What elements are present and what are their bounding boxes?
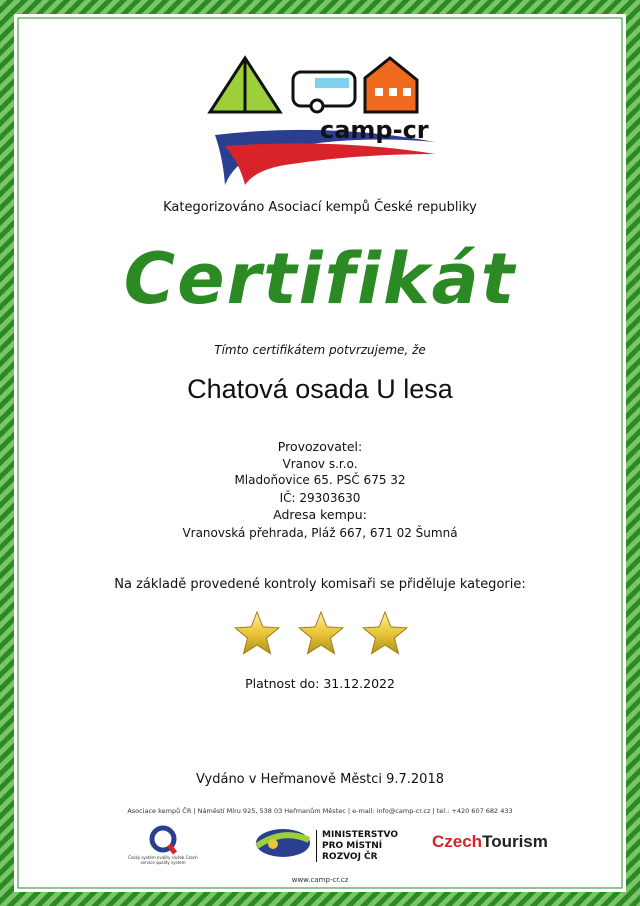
website: www.camp-cr.cz — [291, 876, 349, 884]
czechtourism-tourism: Tourism — [482, 832, 548, 851]
czq-text: Český systém kvality služeb Czech service quality system — [128, 855, 198, 865]
camp-address-label: Adresa kempu: — [273, 507, 367, 522]
mmr-divider — [316, 830, 317, 862]
mmr-line1: MINISTERSTVO — [322, 830, 398, 840]
star-icon — [299, 612, 343, 654]
logo-text: camp-cr — [320, 116, 429, 144]
czechtourism-czech: Czech — [432, 832, 483, 851]
operator-label: Provozovatel: — [277, 439, 363, 454]
tent-icon — [210, 58, 280, 112]
operator-address: Mladoňovice 65. PSČ 675 32 — [234, 473, 406, 487]
operator-company: Vranov s.r.o. — [282, 457, 358, 471]
camp-address: Vranovská přehrada, Pláž 667, 671 02 Šumná — [182, 526, 458, 540]
confirmation-text: Tímto certifikátem potvrzujeme, že — [214, 343, 426, 357]
category-basis: Na základě provedené kontroly komisaři se přiděluje kategorie: — [114, 577, 526, 592]
camp-cr-logo — [205, 50, 440, 188]
mmr-text — [322, 830, 398, 863]
star-rating — [230, 610, 412, 660]
mmr-logo-icon — [255, 826, 311, 860]
issued-place-date: Vydáno v Heřmanově Městci 9.7.2018 — [195, 772, 444, 787]
star-icon — [235, 612, 279, 654]
footer-contact: Asociace kempů ČR | Náměstí Míru 925, 538 03 Heřmanům Městec | e-mail: info@camp-cr.cz | tel.: +420 607 682 433 — [127, 807, 513, 815]
validity: Platnost do: 31.12.2022 — [245, 676, 395, 691]
cabin-icon — [365, 58, 417, 112]
star-icon — [363, 612, 407, 654]
categorized-by: Kategorizováno Asociací kempů České republiky — [163, 200, 477, 215]
mmr-line2: PRO MÍSTNÍ — [322, 841, 383, 851]
operator-ic: IČ: 29303630 — [279, 491, 361, 505]
mmr-line3: ROZVOJ ČR — [322, 852, 378, 862]
caravan-icon — [293, 72, 355, 112]
certificate-title: Certifikát — [123, 238, 517, 320]
camp-name: Chatová osada U lesa — [187, 374, 453, 404]
czechtourism-logo — [432, 832, 548, 852]
